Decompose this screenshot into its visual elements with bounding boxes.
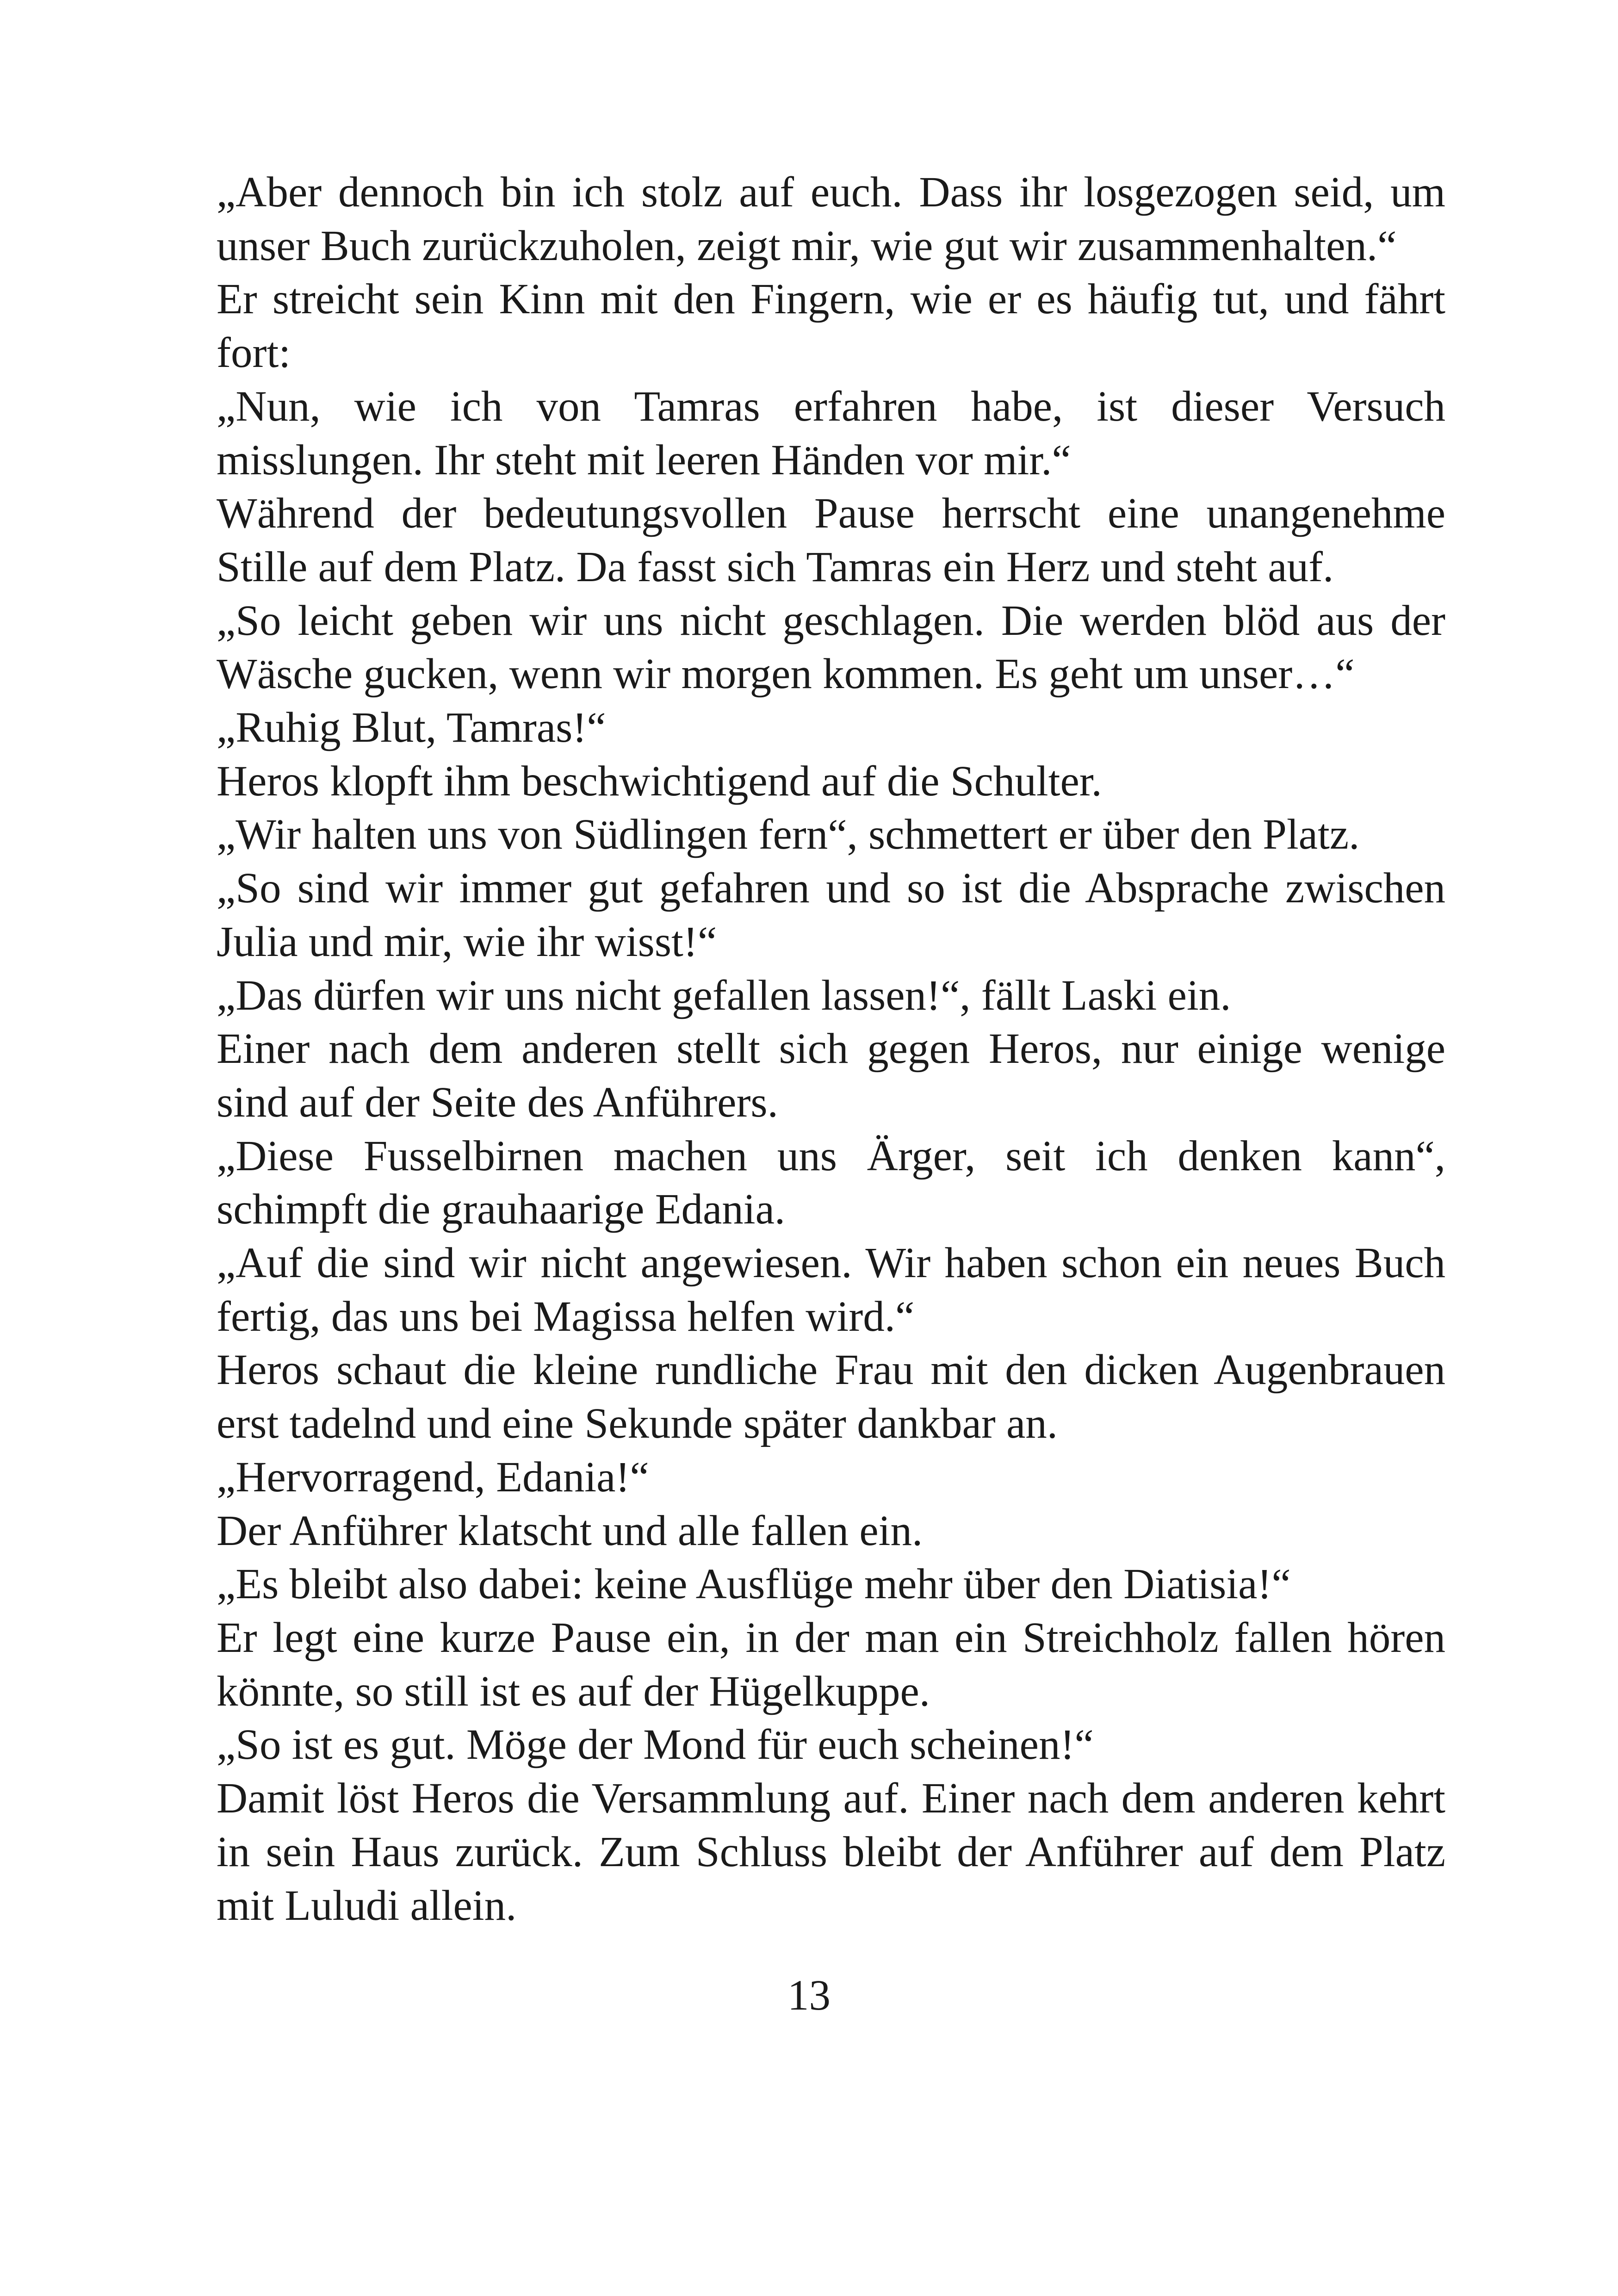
paragraph: „So sind wir immer gut gefahren und so ist die Absprache zwischen Julia und mir, wie ihr wisst!“ [217, 864, 1445, 966]
paragraph: „So ist es gut. Möge der Mond für euch scheinen!“ [217, 1721, 1094, 1769]
paragraph: Einer nach dem anderen stellt sich gegen Heros, nur einige wenige sind auf der Seite des Anführers. [217, 1025, 1445, 1126]
paragraph: „Hervorragend, Edania!“ [217, 1453, 649, 1501]
paragraph: Er legt eine kurze Pause ein, in der man ein Streichholz fallen hören könnte, so still ist es auf der Hügelkuppe. [217, 1613, 1445, 1715]
paragraph: Damit löst Heros die Versammlung auf. Einer nach dem anderen kehrt in sein Haus zurück. Zum Schluss bleibt der Anführer auf dem Platz mit Luludi allein. [217, 1775, 1445, 1930]
paragraph: Während der bedeutungsvollen Pause herrscht eine unangenehme Stille auf dem Platz. Da fasst sich Tamras ein Herz und steht auf. [217, 490, 1445, 591]
paragraph: Der Anführer klatscht und alle fallen ein. [217, 1507, 923, 1555]
paragraph: „Ruhig Blut, Tamras!“ [217, 704, 606, 752]
paragraph: „Nun, wie ich von Tamras erfahren habe, ist dieser Versuch misslungen. Ihr steht mit leeren Händen vor mir.“ [217, 382, 1445, 484]
page-body [217, 166, 1445, 1932]
paragraph: „Es bleibt also dabei: keine Ausflüge mehr über den Diatisia!“ [217, 1560, 1291, 1608]
paragraph: „Aber dennoch bin ich stolz auf euch. Dass ihr losgezogen seid, um unser Buch zurückzuholen, zeigt mir, wie gut wir zusammenhalten.“ [217, 168, 1445, 270]
paragraph: „Das dürfen wir uns nicht gefallen lassen!“, fällt Laski ein. [217, 971, 1231, 1019]
paragraph: „Auf die sind wir nicht angewiesen. Wir haben schon ein neues Buch fertig, das uns bei Magissa helfen wird.“ [217, 1239, 1445, 1340]
paragraph: „Wir halten uns von Südlingen fern“, schmettert er über den Platz. [217, 811, 1360, 859]
page-number: 13 [787, 1972, 831, 2019]
paragraph: „So leicht geben wir uns nicht geschlagen. Die werden blöd aus der Wäsche gucken, wenn wir morgen kommen. Es geht um unser…“ [217, 596, 1445, 698]
paragraph: Heros klopft ihm beschwichtigend auf die Schulter. [217, 757, 1102, 805]
paragraph: Er streicht sein Kinn mit den Fingern, wie er es häufig tut, und fährt fort: [217, 275, 1445, 377]
paragraph: Heros schaut die kleine rundliche Frau mit den dicken Augenbrauen erst tadelnd und eine Sekunde später dankbar an. [217, 1346, 1445, 1448]
paragraph: „Diese Fusselbirnen machen uns Ärger, seit ich denken kann“, schimpft die grauhaarige Edania. [217, 1132, 1445, 1234]
